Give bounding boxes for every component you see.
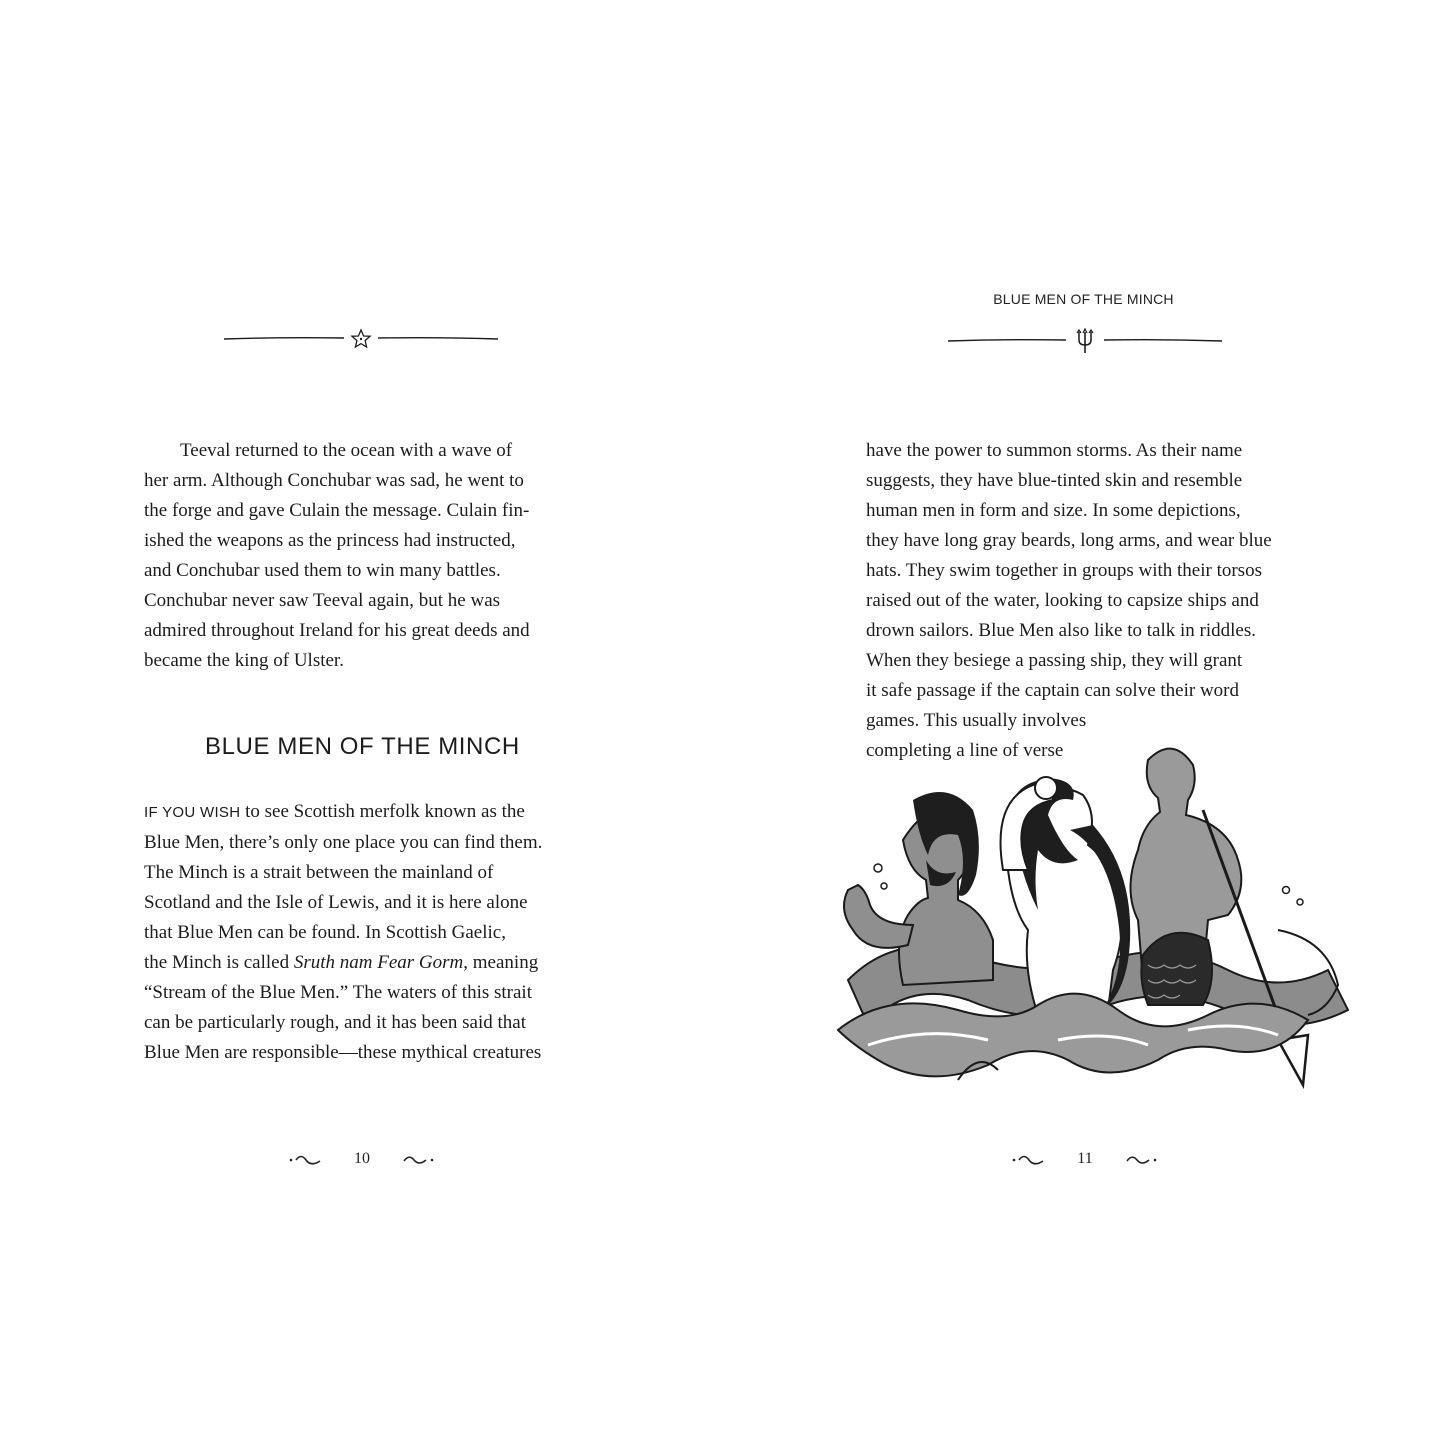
text-fragment: to see Scottish merfolk known as the (240, 801, 525, 822)
text-line: Blue Men are responsible—these mythical creatures (144, 1042, 542, 1063)
text-line: When they besiege a passing ship, they will grant (866, 650, 1243, 671)
text-line: completing a line of verse (866, 740, 1064, 761)
text-line: hats. They swim together in groups with their torsos (866, 560, 1262, 581)
running-head: BLUE MEN OF THE MINCH (993, 291, 1174, 307)
text-line: that Blue Men can be found. In Scottish Gaelic, (144, 922, 506, 943)
text-line: suggests, they have blue-tinted skin and resemble (866, 470, 1243, 491)
text-line: the forge and gave Culain the message. Culain fin- (144, 500, 530, 521)
body-paragraph-2 (144, 797, 584, 1068)
text-line: and Conchubar used them to win many battles. (144, 560, 501, 581)
trident-icon (1077, 329, 1093, 353)
text-line: it safe passage if the captain can solve their word (866, 680, 1239, 701)
text-line: drown sailors. Blue Men also like to talk in riddles. (866, 620, 1256, 641)
text-line: her arm. Although Conchubar was sad, he went to (144, 470, 524, 491)
text-line: raised out of the water, looking to capsize ships and (866, 590, 1259, 611)
text-line: have the power to summon storms. As their name (866, 440, 1243, 461)
page-number: 11 (1077, 1150, 1093, 1167)
text-line (144, 948, 584, 978)
text-fragment: the Minch is called (144, 952, 294, 973)
text-line: Conchubar never saw Teeval again, but he was (144, 590, 501, 611)
lead-in-smallcaps: IF YOU WISH (144, 804, 241, 821)
text-line: games. This usually involves (866, 710, 1087, 731)
text-line: The Minch is a strait between the mainland of (144, 862, 494, 883)
left-page (0, 0, 722, 1445)
section-heading: BLUE MEN OF THE MINCH (205, 733, 520, 760)
body-paragraph-3 (866, 436, 1326, 766)
text-line: can be particularly rough, and it has been said that (144, 1012, 526, 1033)
gaelic-phrase: Sruth nam Fear Gorm (293, 952, 464, 973)
text-fragment: , meaning (463, 952, 539, 973)
page-number: 10 (354, 1150, 370, 1167)
trident-ornament-rule (946, 326, 1224, 356)
body-paragraph-1 (144, 436, 584, 676)
text-line (144, 797, 584, 828)
blue-men-merfolk-illustration (808, 740, 1368, 1100)
right-page (722, 0, 1445, 1445)
text-line: became the king of Ulster. (144, 650, 344, 671)
text-line: Scotland and the Isle of Lewis, and it is here alone (144, 892, 528, 913)
text-line: human men in form and size. In some depictions, (866, 500, 1241, 521)
text-line: Blue Men, there’s only one place you can find them. (144, 832, 543, 853)
text-line: admired throughout Ireland for his great deeds and (144, 620, 530, 641)
starfish-icon (352, 330, 370, 347)
text-line: “Stream of the Blue Men.” The waters of this strait (144, 982, 532, 1003)
starfish-ornament-rule (222, 326, 500, 352)
text-line: they have long gray beards, long arms, and wear blue (866, 530, 1272, 551)
page-number-footer (282, 1148, 442, 1172)
text-line: ished the weapons as the princess had instructed, (144, 530, 516, 551)
text-line: Teeval returned to the ocean with a wave of (180, 440, 513, 461)
page-number-footer (1005, 1148, 1165, 1172)
merman-left (844, 792, 993, 985)
